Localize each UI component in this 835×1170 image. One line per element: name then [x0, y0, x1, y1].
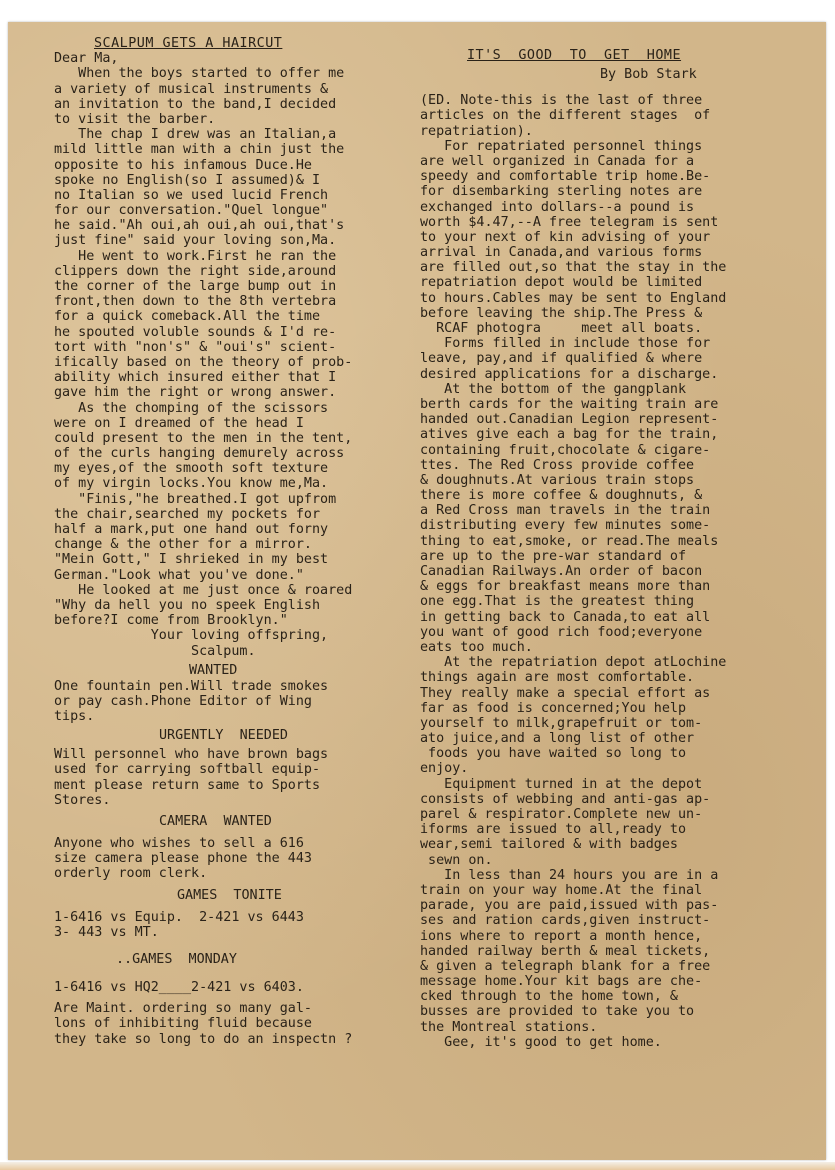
text-line: to visit the barber. [54, 111, 216, 127]
scalpum-letter [54, 51, 424, 659]
text-line: repatriation depot would be limited [420, 275, 703, 291]
text-line: "Why da hell you no speek English [54, 597, 321, 613]
text-line: Canadian Railways.An order of bacon [420, 564, 703, 579]
text-line: or pay cash.Phone Editor of Wing [54, 693, 312, 709]
text-line: ability which insured either that I [54, 370, 337, 386]
text-line: no Italian so we used lucid French [54, 187, 329, 203]
text-line: one egg.That is the greatest thing [420, 594, 695, 610]
text-line: mild little man with a chin just the [54, 142, 345, 158]
urgently-needed-heading: URGENTLY NEEDED [159, 728, 288, 744]
left-column [54, 36, 424, 1047]
games-monday-heading: ..GAMES MONDAY [116, 951, 237, 967]
text-line: were on I dreamed of the head I [54, 415, 304, 431]
text-line: before leaving the ship.The Press & [420, 305, 703, 321]
text-line: ses and ration cards,given instruct- [420, 913, 711, 929]
text-line: for a quick comeback.All the time [54, 309, 321, 325]
text-line: could present to the men in the tent, [54, 430, 353, 446]
text-line: When the boys started to offer me [54, 66, 345, 82]
text-line: enjoy. [420, 761, 469, 777]
text-line: As the chomping of the scissors [54, 400, 329, 416]
text-line: He looked at me just once & roared [54, 582, 353, 598]
text-line: to your next of kin advising of your [420, 229, 711, 245]
text-line: yourself to milk,grapefruit or tom- [420, 715, 703, 731]
text-line: they take so long to do an inspectn ? [54, 1031, 353, 1047]
text-line: the corner of the large bump out in [54, 279, 337, 294]
text-line: Stores. [54, 792, 111, 808]
text-line: parel & respirator.Complete new un- [420, 807, 703, 822]
text-line: Will personnel who have brown bags [54, 747, 329, 763]
text-line: for disembarking sterling notes are [420, 184, 703, 200]
text-line: thing to eat,smoke, or read.The meals [420, 533, 719, 549]
wanted-ad [54, 679, 424, 725]
text-line: in getting back to Canada,to eat all [420, 609, 711, 625]
text-line: the chair,searched my pockets for [54, 506, 321, 522]
text-line: eats too much. [420, 639, 533, 655]
text-line: consists of webbing and anti-gas ap- [420, 791, 711, 807]
text-line: sewn on. [420, 852, 493, 868]
text-line: half a mark,put one hand out forny [54, 522, 329, 537]
text-line: tort with "non's" & "oui's" scient- [54, 339, 337, 355]
text-line: handed railway berth & meal tickets, [420, 943, 711, 959]
text-line: used for carrying softball equip- [54, 762, 321, 778]
text-line: before?I come from Brooklyn." [54, 613, 288, 629]
games-monday-list [54, 980, 424, 995]
text-line: speedy and comfortable trip home.Be- [420, 169, 711, 185]
wanted-heading: WANTED [189, 662, 238, 678]
article-title-scalpum: SCALPUM GETS A HAIRCUT [94, 36, 283, 51]
text-line: there is more coffee & doughnuts, & [420, 488, 703, 504]
camera-wanted-heading: CAMERA WANTED [159, 814, 272, 829]
text-line: lons of inhibiting fluid because [54, 1016, 312, 1032]
text-line: are filled out,so that the stay in the [420, 260, 727, 276]
text-line: he spouted voluble sounds & I'd re- [54, 324, 337, 340]
text-line: worth $4.47,--A free telegram is sent [420, 214, 719, 230]
text-line: German."Look what you've done." [54, 567, 304, 583]
text-line: One fountain pen.Will trade smokes [54, 678, 329, 694]
text-line: leave, pay,and if qualified & where [420, 351, 703, 367]
text-line: things again are most comfortable. [420, 670, 695, 686]
text-line: iforms are issued to all,ready to [420, 822, 687, 838]
text-line: a Red Cross man travels in the train [420, 503, 711, 519]
good-to-get-home-body [420, 93, 815, 1050]
text-line: busses are provided to take you to [420, 1004, 695, 1020]
text-line: atives give each a bag for the train, [420, 427, 719, 443]
text-line: the Montreal stations. [420, 1019, 598, 1035]
text-line: Scalpum. [54, 643, 256, 659]
text-line: a variety of musical instruments & [54, 81, 329, 97]
text-line: ato juice,and a long list of other [420, 731, 695, 747]
text-line: repatriation). [420, 123, 533, 139]
text-line: 3- 443 vs MT. [54, 924, 159, 940]
text-line: "Mein Gott," I shrieked in my best [54, 552, 329, 568]
text-line: They really make a special effort as [420, 685, 711, 701]
text-line: clippers down the right side,around [54, 263, 337, 279]
text-line: At the repatriation depot atLochine [420, 655, 727, 671]
text-line: handed out.Canadian Legion represent- [420, 412, 719, 428]
text-line: At the bottom of the gangplank [420, 381, 687, 397]
games-tonite-heading: GAMES TONITE [177, 887, 282, 903]
page-bottom-edge [0, 1162, 835, 1170]
text-line: For repatriated personnel things [420, 138, 703, 154]
text-line: 1-6416 vs HQ2____2-421 vs 6403. [54, 979, 304, 995]
text-line: of the curls hanging demurely across [54, 446, 345, 462]
text-line: you want of good rich food;everyone [420, 624, 703, 640]
text-line: arrival in Canada,and various forms [420, 245, 703, 261]
text-line: my eyes,of the smooth soft texture [54, 461, 329, 477]
text-line: In less than 24 hours you are in a [420, 867, 719, 883]
text-line: RCAF photogra meet all boats. [420, 321, 703, 336]
text-line: for our conversation."Quel longue" [54, 203, 329, 219]
text-line: & eggs for breakfast means more than [420, 579, 711, 595]
text-line: He went to work.First he ran the [54, 248, 337, 264]
text-line: just fine" said your loving son,Ma. [54, 233, 337, 249]
text-line: berth cards for the waiting train are [420, 396, 719, 412]
text-line: tips. [54, 709, 95, 725]
text-line: parade, you are paid,issued with pas- [420, 898, 719, 914]
text-line: containing fruit,chocolate & cigare- [420, 442, 711, 458]
text-line: Forms filled in include those for [420, 336, 711, 352]
text-line: Anyone who wishes to sell a 616 [54, 836, 304, 851]
text-line: to hours.Cables may be sent to England [420, 290, 727, 306]
text-line: gave him the right or wrong answer. [54, 385, 337, 401]
text-line: articles on the different stages of [420, 108, 711, 124]
maint-note [54, 1001, 424, 1047]
text-line: size camera please phone the 443 [54, 851, 312, 867]
text-line: "Finis,"he breathed.I got upfrom [54, 491, 337, 507]
text-line: of my virgin locks.You know me,Ma. [54, 476, 329, 492]
text-line: distributing every few minutes some- [420, 518, 711, 534]
games-tonite-list [54, 910, 424, 940]
text-line: are well organized in Canada for a [420, 153, 695, 169]
text-line: & given a telegraph blank for a free [420, 958, 711, 974]
text-line: The chap I drew was an Italian,a [54, 127, 337, 143]
text-line: train on your way home.At the final [420, 882, 703, 898]
camera-wanted-ad [54, 836, 424, 882]
text-line: ment please return same to Sports [54, 777, 321, 793]
text-line: foods you have waited so long to [420, 746, 687, 762]
urgently-needed-ad [54, 747, 424, 808]
article-byline: By Bob Stark [600, 67, 697, 83]
text-line: ifically based on the theory of prob- [54, 354, 353, 370]
text-line: change & the other for a mirror. [54, 537, 312, 553]
right-column [420, 48, 815, 1050]
text-line: are up to the pre-war standard of [420, 548, 687, 564]
text-line: Are Maint. ordering so many gal- [54, 1001, 312, 1017]
text-line: & doughnuts.At various train stops [420, 472, 695, 488]
text-line: ions where to report a month hence, [420, 928, 703, 944]
text-line: Gee, it's good to get home. [420, 1034, 662, 1050]
text-line: opposite to his infamous Duce.He [54, 157, 312, 173]
text-line: message home.Your kit bags are che- [420, 974, 703, 990]
text-line: 1-6416 vs Equip. 2-421 vs 6443 [54, 909, 304, 925]
text-line: orderly room clerk. [54, 866, 208, 882]
text-line: Your loving offspring, [54, 628, 329, 644]
text-line: front,then down to the 8th vertebra [54, 294, 337, 310]
text-line: he said."Ah oui,ah oui,ah oui,that's [54, 218, 345, 234]
text-line: far as food is concerned;You help [420, 700, 687, 716]
text-line: cked through to the home town, & [420, 989, 678, 1005]
text-line: (ED. Note-this is the last of three [420, 93, 703, 109]
text-line: exchanged into dollars--a pound is [420, 199, 695, 215]
text-line: an invitation to the band,I decided [54, 96, 337, 112]
text-line: spoke no English(so I assumed)& I [54, 172, 321, 188]
text-line: wear,semi tailored & with badges [420, 837, 678, 853]
text-line: desired applications for a discharge. [420, 366, 719, 382]
text-line: Equipment turned in at the depot [420, 776, 703, 792]
text-line: Dear Ma, [54, 51, 119, 67]
text-line: ttes. The Red Cross provide coffee [420, 457, 695, 473]
article-title-good-to-get-home: IT'S GOOD TO GET HOME [467, 48, 682, 63]
